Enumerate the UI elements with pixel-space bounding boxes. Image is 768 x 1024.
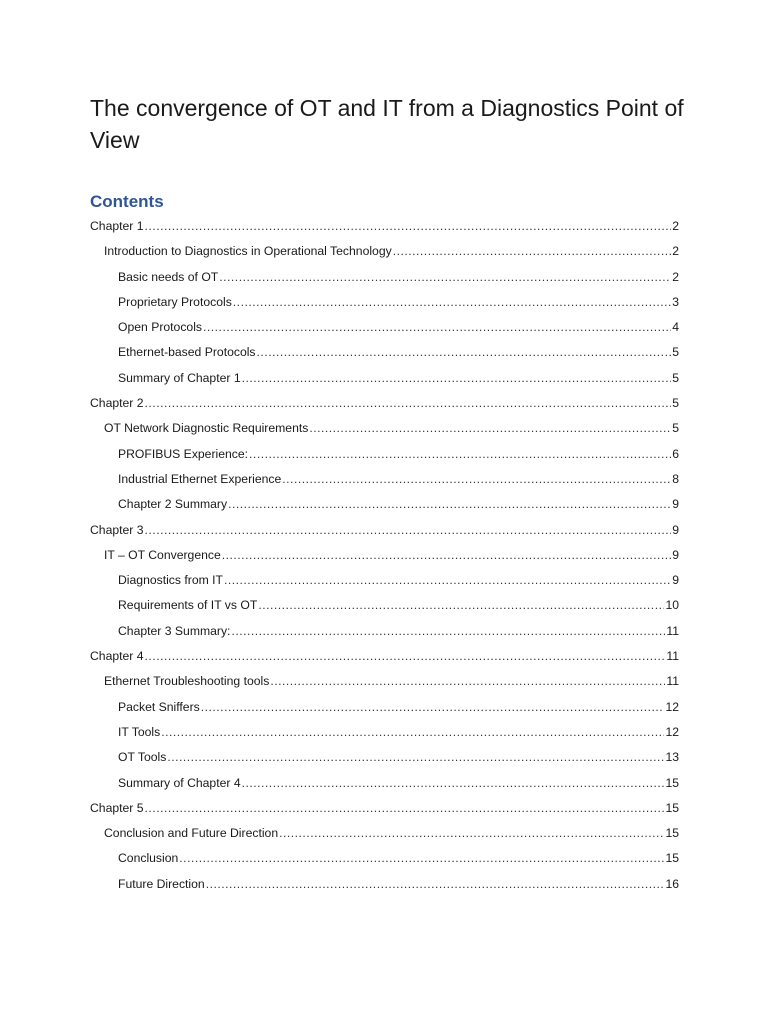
toc-entry-label: OT Tools: [118, 750, 167, 765]
toc-page-number: 8: [672, 471, 679, 486]
toc-entry-label: Proprietary Protocols: [118, 294, 232, 309]
toc-page-number: 11: [666, 674, 679, 689]
toc-entry-label: Chapter 2: [90, 396, 144, 411]
toc-dot-leader: [203, 315, 671, 340]
toc-page-number: 5: [672, 396, 679, 411]
toc-page-number: 15: [665, 775, 679, 790]
toc-dot-leader: [206, 872, 665, 897]
toc-entry-label: Future Direction: [118, 876, 205, 891]
toc-dot-leader: [179, 846, 664, 871]
toc-entry[interactable]: [90, 644, 679, 669]
toc-dot-leader: [228, 492, 671, 517]
toc-dot-leader: [224, 568, 671, 593]
toc-page-number: 15: [665, 800, 679, 815]
toc-entry[interactable]: [90, 720, 679, 745]
toc-page-number: 11: [666, 623, 679, 638]
toc-page-number: 2: [672, 244, 679, 259]
toc-page-number: 3: [672, 294, 679, 309]
toc-page-number: 9: [672, 573, 679, 588]
toc-dot-leader: [145, 644, 666, 669]
contents-heading: Contents: [90, 192, 164, 211]
table-of-contents: [90, 214, 679, 897]
toc-entry-label: Chapter 3 Summary:: [118, 623, 231, 638]
toc-entry[interactable]: [90, 391, 679, 416]
toc-entry-label: Basic needs of OT: [118, 269, 219, 284]
toc-page-number: 12: [665, 699, 679, 714]
toc-dot-leader: [145, 391, 672, 416]
toc-entry-label: Conclusion and Future Direction: [104, 826, 279, 841]
toc-page-number: 9: [672, 547, 679, 562]
toc-entry-label: Requirements of IT vs OT: [118, 598, 258, 613]
toc-entry[interactable]: [90, 821, 679, 846]
toc-page-number: 10: [665, 598, 679, 613]
toc-page-number: 12: [665, 724, 679, 739]
toc-dot-leader: [219, 265, 671, 290]
toc-entry-label: Summary of Chapter 1: [118, 370, 241, 385]
toc-entry-label: Chapter 5: [90, 800, 144, 815]
toc-page-number: 15: [665, 851, 679, 866]
toc-dot-leader: [258, 593, 664, 618]
toc-page-number: 16: [665, 876, 679, 891]
toc-entry[interactable]: [90, 543, 679, 568]
toc-dot-leader: [145, 518, 672, 543]
toc-entry[interactable]: [90, 416, 679, 441]
toc-entry[interactable]: [90, 265, 679, 290]
toc-dot-leader: [145, 214, 672, 239]
toc-entry[interactable]: [90, 492, 679, 517]
toc-dot-leader: [161, 720, 664, 745]
toc-page-number: 9: [672, 497, 679, 512]
toc-dot-leader: [309, 416, 671, 441]
toc-page-number: 2: [672, 219, 679, 233]
toc-page-number: 5: [672, 345, 679, 360]
toc-entry-label: Ethernet-based Protocols: [118, 345, 256, 360]
toc-page-number: 6: [672, 446, 679, 461]
toc-entry[interactable]: [90, 669, 679, 694]
toc-entry[interactable]: [90, 214, 679, 239]
toc-entry[interactable]: [90, 745, 679, 770]
toc-entry-label: Chapter 4: [90, 649, 144, 664]
toc-entry-label: IT – OT Convergence: [104, 547, 221, 562]
toc-dot-leader: [279, 821, 664, 846]
toc-entry[interactable]: [90, 771, 679, 796]
toc-page-number: 11: [666, 649, 679, 664]
document-title: The convergence of OT and IT from a Diagnostics Point of View: [90, 95, 684, 153]
toc-entry[interactable]: [90, 315, 679, 340]
toc-dot-leader: [393, 239, 672, 264]
toc-dot-leader: [257, 340, 672, 365]
toc-dot-leader: [249, 442, 671, 467]
toc-entry[interactable]: [90, 846, 679, 871]
toc-entry-label: Open Protocols: [118, 320, 203, 335]
toc-dot-leader: [222, 543, 671, 568]
toc-entry-label: Chapter 2 Summary: [118, 497, 228, 512]
toc-entry[interactable]: [90, 593, 679, 618]
toc-entry[interactable]: [90, 872, 679, 897]
toc-entry[interactable]: [90, 518, 679, 543]
toc-entry-label: Diagnostics from IT: [118, 573, 223, 588]
toc-entry-label: Packet Sniffers: [118, 699, 200, 714]
toc-dot-leader: [282, 467, 671, 492]
toc-dot-leader: [145, 796, 665, 821]
toc-entry-label: Introduction to Diagnostics in Operational Technology: [104, 244, 392, 259]
toc-entry[interactable]: [90, 796, 679, 821]
toc-page-number: 4: [672, 320, 679, 335]
toc-entry-label: Chapter 3: [90, 522, 144, 537]
toc-dot-leader: [233, 290, 671, 315]
toc-entry[interactable]: [90, 290, 679, 315]
toc-dot-leader: [242, 771, 665, 796]
toc-page-number: 5: [672, 421, 679, 436]
toc-entry-label: IT Tools: [118, 724, 161, 739]
toc-page-number: 5: [672, 370, 679, 385]
toc-entry-label: OT Network Diagnostic Requirements: [104, 421, 309, 436]
toc-entry[interactable]: [90, 568, 679, 593]
toc-entry[interactable]: [90, 340, 679, 365]
toc-entry[interactable]: [90, 442, 679, 467]
toc-entry-label: Summary of Chapter 4: [118, 775, 241, 790]
toc-page-number: 9: [672, 522, 679, 537]
toc-entry-label: PROFIBUS Experience:: [118, 446, 249, 461]
toc-dot-leader: [270, 669, 665, 694]
toc-entry[interactable]: [90, 239, 679, 264]
toc-entry-label: Ethernet Troubleshooting tools: [104, 674, 270, 689]
toc-entry[interactable]: [90, 467, 679, 492]
toc-dot-leader: [231, 619, 665, 644]
toc-dot-leader: [242, 366, 672, 391]
toc-entry[interactable]: [90, 366, 679, 391]
toc-page-number: 2: [672, 269, 679, 284]
toc-entry-label: Conclusion: [118, 851, 179, 866]
toc-page-number: 15: [665, 826, 679, 841]
toc-entry[interactable]: [90, 619, 679, 644]
toc-entry-label: Chapter 1: [90, 219, 144, 233]
toc-page-number: 13: [665, 750, 679, 765]
toc-entry-label: Industrial Ethernet Experience: [118, 471, 282, 486]
toc-entry[interactable]: [90, 695, 679, 720]
toc-dot-leader: [167, 745, 664, 770]
toc-dot-leader: [201, 695, 665, 720]
